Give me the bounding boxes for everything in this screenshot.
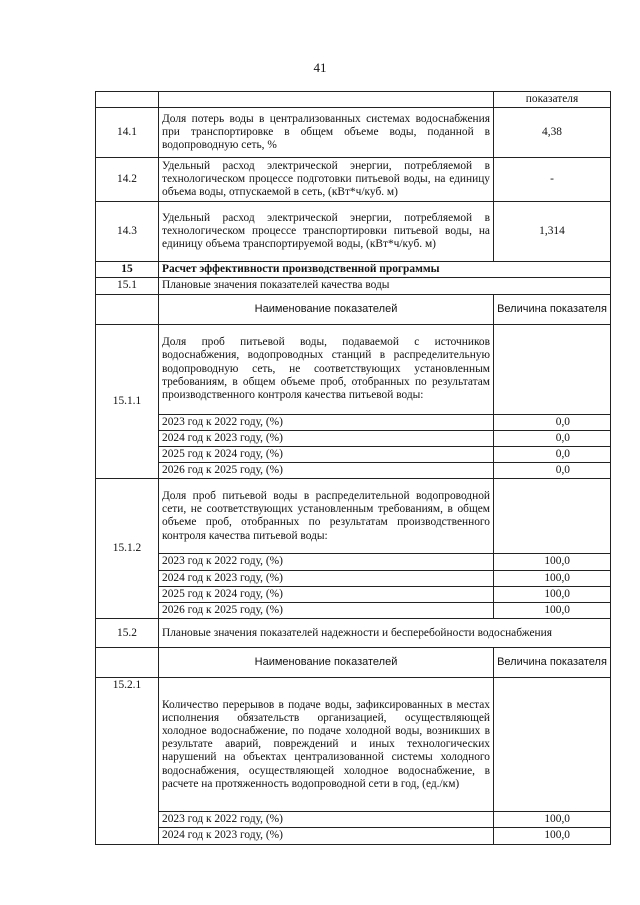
table-row [96,324,611,414]
page-number: 41 [313,60,327,75]
row-number: 15.1.1 [96,324,159,479]
section-row [96,262,611,278]
year-value: 100,0 [494,828,611,844]
column-header-value: Величина показателя [494,294,611,324]
year-value: 0,0 [494,430,611,446]
row-number: 15.2.1 [96,678,159,844]
row-text: Количество перерывов в подаче воды, зафиксированных в местах исполнения обязательств организацией, осуществляющей холодное водоснабжение, по подаче холодной воды, возникших в результате аварий, повреждений и иных технологических нарушений на объектах централизованной системы холодного водоснабжения, осуществляющей холодное водоснабжение, в расчете на протяженность водопроводной сети в год, (ед./км) [159,678,494,812]
year-row [96,812,611,828]
year-label: 2024 год к 2023 году, (%) [159,570,494,586]
table-row [96,202,611,262]
year-row [96,554,611,570]
row-value: 4,38 [494,108,611,158]
header-value-cell: показателя [494,92,611,108]
year-row [96,603,611,619]
year-label: 2026 год к 2025 году, (%) [159,463,494,479]
column-header-row [96,294,611,324]
row-text: Удельный расход электрической энергии, потребляемой в технологическом процессе подготовки питьевой воды, на единицу объема воды, отпускаемой в сеть, (кВт*ч/куб. м) [159,158,494,202]
table-row [96,108,611,158]
year-value: 0,0 [494,463,611,479]
column-header-row [96,648,611,678]
year-label: 2023 год к 2022 году, (%) [159,812,494,828]
row-text: Удельный расход электрической энергии, потребляемой в технологическом процессе транспортировки питьевой воды, на единицу объема транспортируемой воды, (кВт*ч/куб. м) [159,202,494,262]
section-title: Плановые значения показателей надежности и бесперебойности водоснабжения [159,619,611,648]
year-label: 2023 год к 2022 году, (%) [159,554,494,570]
table-row [96,158,611,202]
section-number: 15 [96,262,159,278]
section-title: Плановые значения показателей качества воды [159,278,611,294]
year-value: 100,0 [494,586,611,602]
year-value: 0,0 [494,414,611,430]
section-number: 15.2 [96,619,159,648]
year-label: 2024 год к 2023 году, (%) [159,828,494,844]
year-label: 2026 год к 2025 году, (%) [159,603,494,619]
section-row [96,278,611,294]
row-text: Доля потерь воды в централизованных системах водоснабжения при транспортировке в общем объеме воды, поданной в водопроводную сеть, % [159,108,494,158]
year-label: 2024 год к 2023 году, (%) [159,430,494,446]
year-row [96,430,611,446]
row-value: 1,314 [494,202,611,262]
year-row [96,414,611,430]
section-number: 15.1 [96,278,159,294]
year-value: 0,0 [494,447,611,463]
row-number: 14.2 [96,158,159,202]
row-number: 15.1.2 [96,479,159,619]
year-row [96,463,611,479]
year-row [96,828,611,844]
column-header-value: Величина показателя [494,648,611,678]
column-header-name: Наименование показателей [159,648,494,678]
row-number: 14.3 [96,202,159,262]
year-value: 100,0 [494,570,611,586]
year-row [96,447,611,463]
year-row [96,586,611,602]
indicators-table [95,91,611,325]
row-value: - [494,158,611,202]
row-number: 14.1 [96,108,159,158]
table-row [96,479,611,554]
year-value: 100,0 [494,812,611,828]
section-row [96,619,611,648]
table-row-header-continuation [96,92,611,108]
year-value: 100,0 [494,603,611,619]
column-header-name: Наименование показателей [159,294,494,324]
row-text: Доля проб питьевой воды в распределительной водопроводной сети, не соответствующих установленным требованиям, в общем объеме проб, отобранных по результатам производственного контроля качества питьевой воды: [159,479,494,554]
year-row [96,570,611,586]
year-label: 2023 год к 2022 году, (%) [159,414,494,430]
year-value: 100,0 [494,554,611,570]
indicators-table-continued [95,324,611,845]
year-label: 2025 год к 2024 году, (%) [159,447,494,463]
year-label: 2025 год к 2024 году, (%) [159,586,494,602]
row-text: Доля проб питьевой воды, подаваемой с источников водоснабжения, водопроводных станций в распределительную водопроводную сеть, не соответствующих установленным требованиям, в общем объеме проб, отобранных по результатам производственного контроля качества питьевой воды: [159,324,494,414]
table-row [96,678,611,812]
section-title: Расчет эффективности производственной программы [159,262,611,278]
